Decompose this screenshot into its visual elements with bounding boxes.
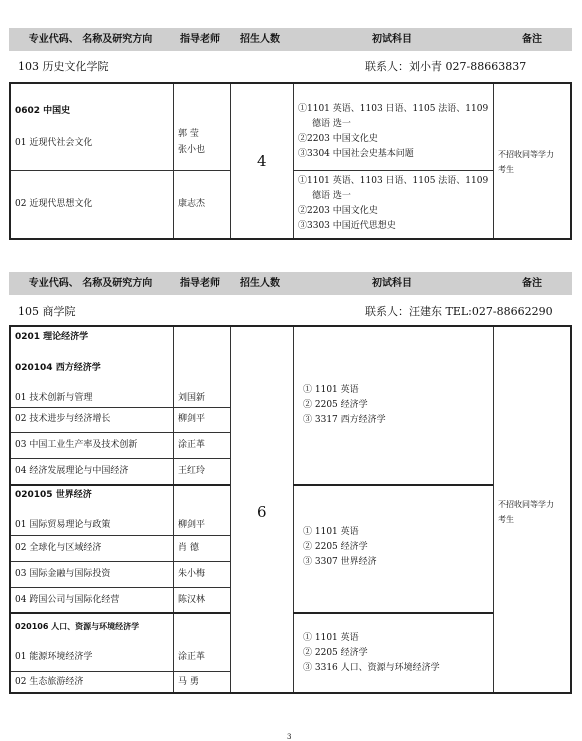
exam-line: ③ 3317 西方经济学: [303, 415, 386, 425]
direction-name: 01 技术创新与管理: [15, 393, 93, 403]
advisor-name: 马 勇: [178, 677, 199, 687]
header-enroll: 招生人数: [240, 278, 280, 289]
advisor-name: 刘国新: [178, 393, 206, 403]
exam-line: ③ 3316 人口、资源与环境经济学: [303, 663, 440, 673]
advisor-name: 涂正革: [178, 440, 206, 450]
advisor-name: 柳剑平: [178, 520, 206, 530]
school-name: 103 历史文化学院: [18, 60, 109, 73]
header-enroll: 招生人数: [240, 34, 280, 45]
direction-name: 01 能源环境经济学: [15, 652, 93, 662]
exam-line: 德语 选一: [312, 119, 351, 129]
header-note: 备注: [522, 278, 542, 289]
sub-major-title: 020106 人口、资源与环境经济学: [15, 622, 140, 631]
advisor-name: 康志杰: [178, 199, 206, 209]
header-advisor: 指导老师: [180, 34, 220, 45]
header-major: 专业代码、 名称及研究方向: [28, 34, 153, 45]
contact-info: 联系人：汪建东 TEL:027-88662290: [365, 305, 553, 318]
exam-line: ① 1101 英语: [303, 527, 359, 537]
enrollment-count: 6: [257, 503, 267, 521]
exam-line: ② 2205 经济学: [303, 542, 368, 552]
advisor-name: 王红玲: [178, 466, 206, 476]
major-title: 0602 中国史: [15, 106, 71, 116]
enrollment-count: 4: [257, 152, 267, 170]
exam-line: ③3303 中国近代思想史: [298, 221, 396, 231]
advisor-name: 柳剑平: [178, 414, 206, 424]
exam-line: 德语 选一: [312, 191, 351, 201]
exam-subjects: [303, 631, 493, 676]
exam-line: ③ 3307 世界经济: [303, 557, 377, 567]
direction-name: 04 跨国公司与国际化经营: [15, 595, 120, 605]
exam-line: ③3304 中国社会史基本问题: [298, 149, 414, 159]
school-name: 105 商学院: [18, 305, 76, 318]
exam-line: ① 1101 英语: [303, 385, 359, 395]
exam-line: ② 2205 经济学: [303, 400, 368, 410]
direction-name: 03 国际金融与国际投资: [15, 569, 111, 579]
major-title: 0201 理论经济学: [15, 332, 89, 342]
header-major: 专业代码、 名称及研究方向: [28, 278, 153, 289]
header-exam: 初试科目: [372, 34, 412, 45]
sub-major-title: 020105 世界经济: [15, 490, 92, 500]
direction-name: 02 近现代思想文化: [15, 199, 93, 209]
exam-subjects: [303, 525, 493, 570]
advisor-name: 肖 德: [178, 543, 199, 553]
exam-line: ②2203 中国文化史: [298, 206, 378, 216]
direction-name: 01 近现代社会文化: [15, 138, 93, 148]
advisor-name: 陈汉林: [178, 595, 206, 605]
direction-name: 03 中国工业生产率及技术创新: [15, 440, 138, 450]
program-table-2: [9, 325, 572, 694]
remark-text: 不招收同等学力 考生: [498, 500, 554, 524]
remark-text: 不招收同等学力 考生: [498, 150, 554, 174]
direction-name: 02 技术进步与经济增长: [15, 414, 111, 424]
advisor-name: 张小也: [178, 145, 206, 155]
program-table-1: [9, 82, 572, 240]
header-exam: 初试科目: [372, 278, 412, 289]
header-advisor: 指导老师: [180, 278, 220, 289]
exam-line: ① 1101 英语: [303, 633, 359, 643]
table-header-1: [9, 28, 572, 51]
direction-name: 02 生态旅游经济: [15, 677, 84, 687]
exam-subjects: [298, 174, 492, 234]
advisor-name: 涂正革: [178, 652, 206, 662]
exam-subjects: [303, 383, 493, 428]
sub-major-title: 020104 西方经济学: [15, 363, 101, 373]
advisor-name: 郭 莹: [178, 129, 199, 139]
advisor-name: 朱小梅: [178, 569, 206, 579]
direction-name: 01 国际贸易理论与政策: [15, 520, 111, 530]
exam-line: ①1101 英语、1103 日语、1105 法语、1109: [298, 104, 489, 114]
contact-info: 联系人：刘小青 027-88663837: [365, 60, 527, 73]
exam-line: ②2203 中国文化史: [298, 134, 378, 144]
direction-name: 02 全球化与区域经济: [15, 543, 102, 553]
exam-line: ①1101 英语、1103 日语、1105 法语、1109: [298, 176, 489, 186]
table-header-2: [9, 272, 572, 295]
exam-line: ② 2205 经济学: [303, 648, 368, 658]
exam-subjects: [298, 102, 492, 162]
header-note: 备注: [522, 34, 542, 45]
page-number: 3: [287, 733, 292, 741]
direction-name: 04 经济发展理论与中国经济: [15, 466, 129, 476]
